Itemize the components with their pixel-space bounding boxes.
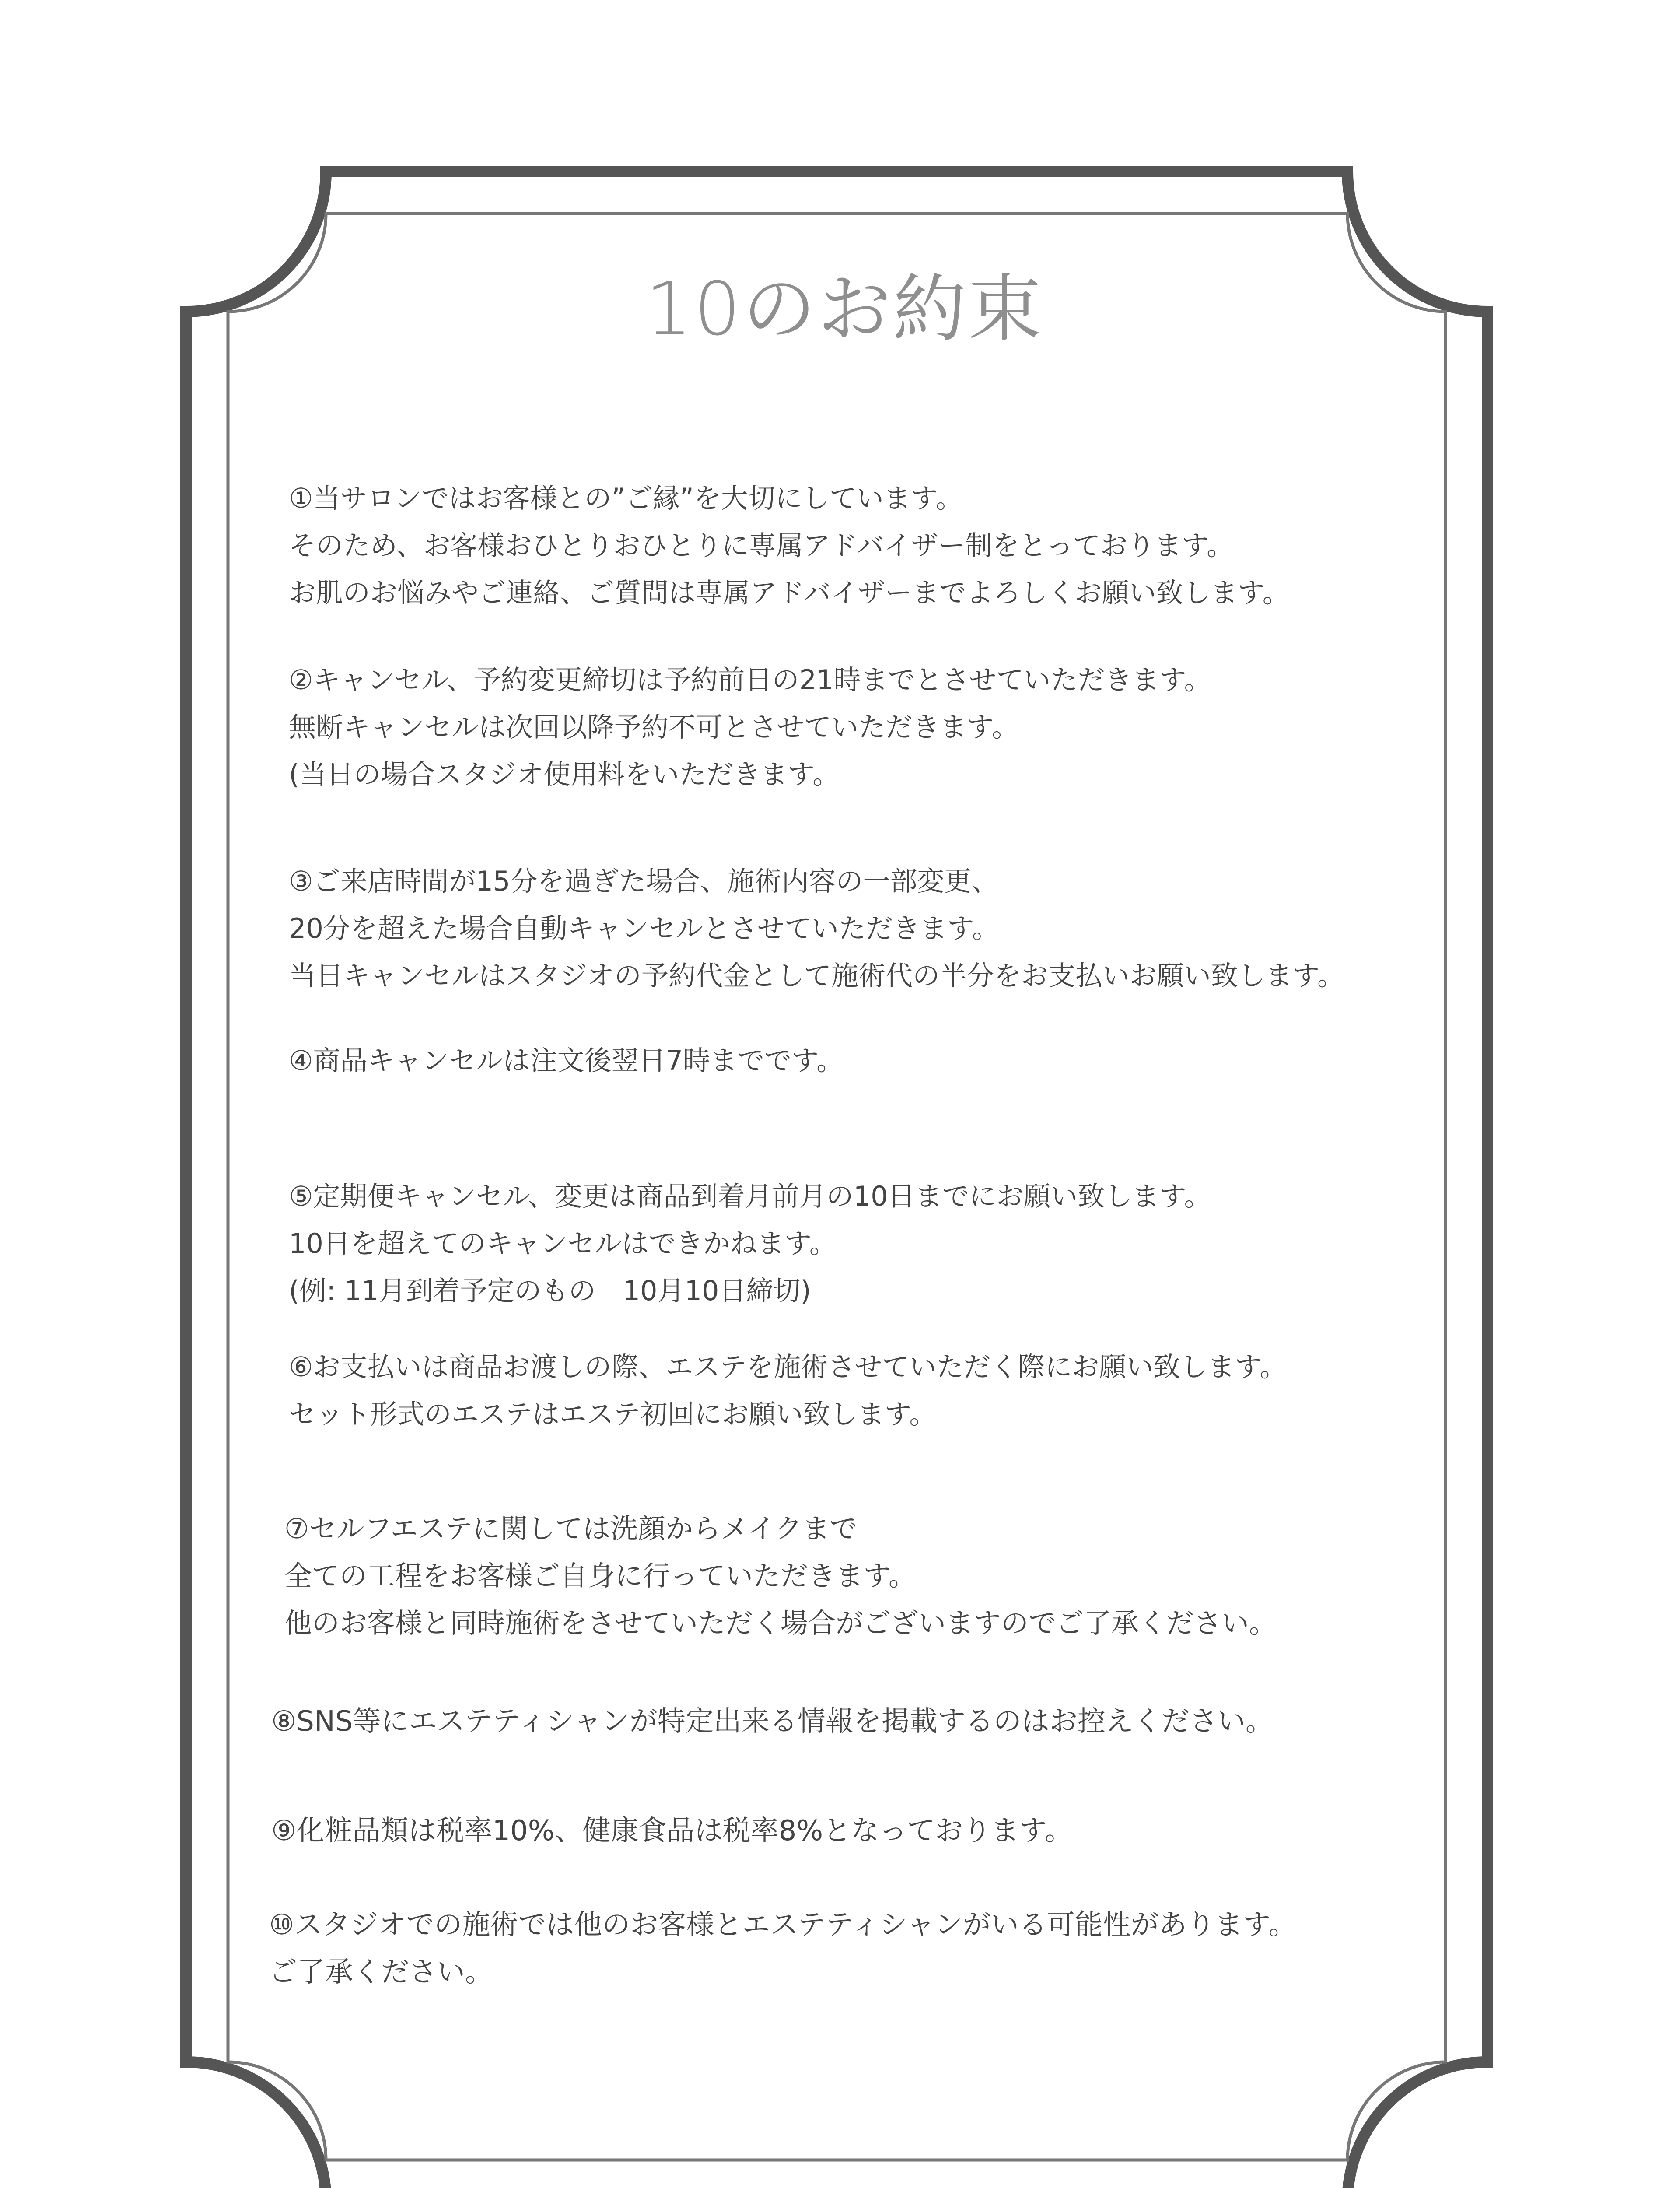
rule-text-line: 10日を超えてのキャンセルはできかねます。	[289, 1227, 836, 1259]
rule-text-line: 無断キャンセルは次回以降予約不可とさせていただきます。	[289, 711, 1019, 743]
rule-4-product-cancellation	[289, 1037, 1444, 1084]
rule-text-line: 他のお客様と同時施術をさせていただく場合がございますのでご了承ください。	[284, 1607, 1277, 1639]
rule-text-line: お肌のお悩みやご連絡、ご質問は専属アドバイザーまでよろしくお願い致します。	[289, 577, 1290, 609]
rule-5-subscription-cancellation	[289, 1173, 1444, 1315]
rule-2-cancellation-deadline	[289, 656, 1444, 798]
rule-text-line: ⑨化粧品類は税率10%、健康食品は税率8%となっております。	[271, 1815, 1073, 1847]
rule-10-studio-notice	[269, 1901, 1424, 1996]
rule-text-line: ④商品キャンセルは注文後翌日7時までです。	[289, 1045, 844, 1076]
rule-6-payment-timing	[289, 1343, 1444, 1438]
rule-text-line: ⑩スタジオでの施術では他のお客様とエステティシャンがいる可能性があります。	[269, 1909, 1297, 1941]
rule-text-line: 当日キャンセルはスタジオの予約代金として施術代の半分をお支払いお願い致します。	[289, 960, 1345, 992]
rule-1-customer-relationship	[289, 475, 1444, 617]
rule-7-self-esthetic	[284, 1505, 1439, 1647]
rule-3-late-arrival	[289, 858, 1444, 999]
rule-text-line: ⑧SNS等にエステティシャンが特定出来る情報を掲載するのはお控えください。	[271, 1705, 1274, 1738]
rule-text-line: そのため、お客様おひとりおひとりに専属アドバイザー制をとっております。	[289, 529, 1234, 561]
rule-text-line: ⑤定期便キャンセル、変更は商品到着月前月の10日までにお願い致します。	[289, 1180, 1211, 1212]
rule-text-line: ②キャンセル、予約変更締切は予約前日の21時までとさせていただきます。	[289, 664, 1211, 696]
rule-text-line: 全ての工程をお客様ご自身に行っていただきます。	[284, 1560, 916, 1592]
page-title: 10のお約束	[645, 266, 1043, 352]
rule-text-line: ①当サロンではお客様との”ご縁”を大切にしています。	[289, 482, 963, 514]
rule-text-line: ご了承ください。	[269, 1956, 493, 1988]
rule-8-sns-policy	[271, 1698, 1426, 1745]
rule-text-line: (例: 11月到着予定のもの 10月10日締切)	[289, 1275, 811, 1307]
rule-text-line: 20分を超えた場合自動キャンセルとさせていただきます。	[289, 912, 999, 944]
rule-text-line: ⑦セルフエステに関しては洗顔からメイクまで	[284, 1513, 858, 1545]
rule-text-line: (当日の場合スタジオ使用料をいただきます。	[289, 758, 840, 790]
rule-text-line: ⑥お支払いは商品お渡しの際、エステを施術させていただく際にお願い致します。	[289, 1351, 1287, 1383]
rule-text-line: セット形式のエステはエステ初回にお願い致します。	[289, 1398, 937, 1430]
rule-9-tax-rate	[271, 1807, 1426, 1855]
rule-text-line: ③ご来店時間が15分を過ぎた場合、施術内容の一部変更、	[289, 865, 999, 897]
